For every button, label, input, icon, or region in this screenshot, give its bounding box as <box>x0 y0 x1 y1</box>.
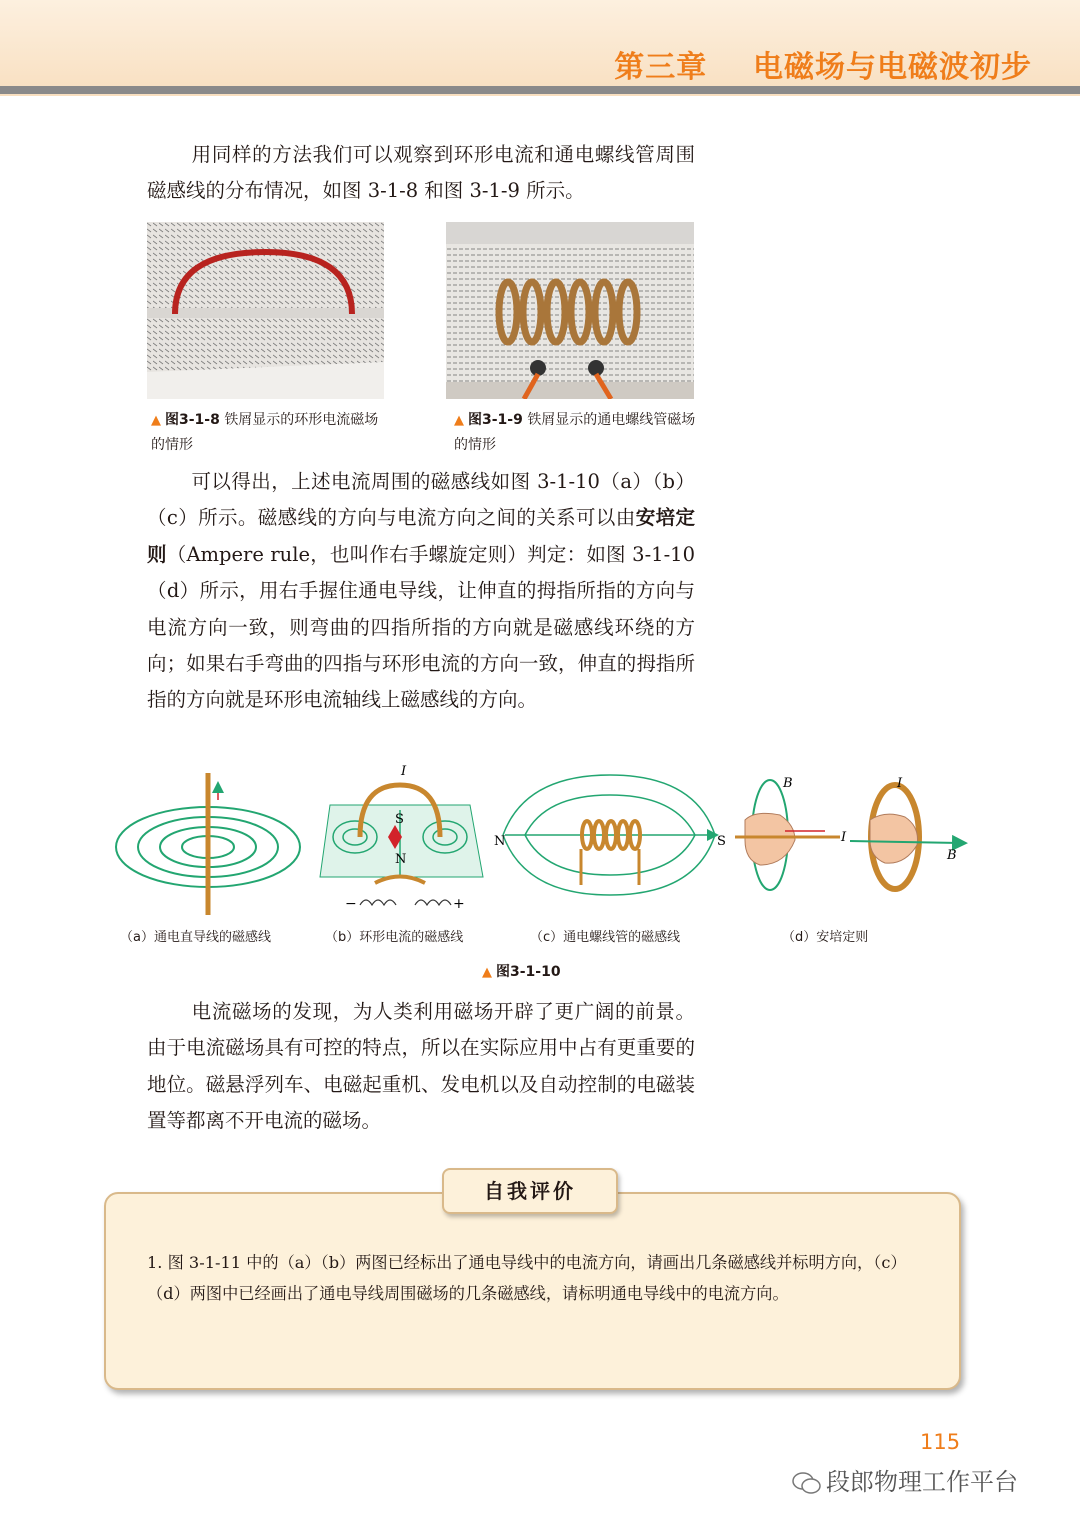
sublabel-d: （d）安培定则 <box>782 930 869 945</box>
sublabel-a: （a）通电直导线的磁感线 <box>120 930 271 945</box>
paragraph-3 <box>147 994 695 1140</box>
label-solenoid-N: N <box>494 834 506 849</box>
sublabel-b: （b）环形电流的磁感线 <box>325 930 464 945</box>
page-number: 115 <box>920 1430 961 1454</box>
diagram-straight-wire <box>116 773 300 915</box>
label-I: I <box>401 765 407 779</box>
caption-3-1-8-number: 图3-1-8 <box>165 412 220 428</box>
triangle-icon: ▲ <box>151 413 161 428</box>
paragraph-1 <box>147 137 695 210</box>
paragraph-2-part2: （Ampere rule，也叫作右手螺旋定则）判定：如图 3-1-10（d）所示，用右手握住通电导线，让伸直的拇指所指的方向与电流方向一致，则弯曲的四指所指的方向就是磁感线环绕的方向；如果右手弯曲的四指与环形电流的方向一致，伸直的拇指所指的方向就是环形电流轴线上磁感线的方向。 <box>147 542 695 712</box>
photo-ring-current-filings <box>147 222 384 399</box>
caption-3-1-10 <box>482 960 561 985</box>
caption-3-1-10-number: 图3-1-10 <box>496 964 561 980</box>
label-minus: − <box>345 896 357 912</box>
label-B-left: B <box>783 776 793 791</box>
figure-3-1-10 <box>105 765 975 920</box>
sublabel-c: （c）通电螺线管的磁感线 <box>530 930 681 945</box>
caption-3-1-8-text: 铁屑显示的环形电流磁场的情形 <box>151 412 379 453</box>
chapter-name: 电磁场与电磁波初步 <box>753 50 1032 85</box>
triangle-icon: ▲ <box>454 413 464 428</box>
label-N: N <box>395 852 407 867</box>
paragraph-2 <box>147 464 695 719</box>
label-plus: + <box>453 896 465 912</box>
label-solenoid-S: S <box>717 834 726 849</box>
paragraph-3-text: 电流磁场的发现，为人类利用磁场开辟了更广阔的前景。由于电流磁场具有可控的特点，所以在实际应用中占有更重要的地位。磁悬浮列车、电磁起重机、发电机以及自动控制的电磁装置等都离不开电流的磁场。 <box>147 1000 695 1133</box>
caption-3-1-9 <box>454 408 699 457</box>
term-ampere-rule: 安培定则 <box>147 506 695 566</box>
page-header <box>0 0 1080 96</box>
diagram-ring-current <box>320 765 483 912</box>
label-S: S <box>395 812 404 827</box>
triangle-icon: ▲ <box>482 965 492 980</box>
header-divider <box>0 86 1080 94</box>
chapter-title <box>614 42 1032 86</box>
self-eval-question-1: 1. 图 3-1-11 中的（a）（b）两图已经标出了通电导线中的电流方向，请画出几条磁感线并标明方向，（c）（d）两图中已经画出了通电导线周围磁场的几条磁感线，请标明通电导线中的电流方向。 <box>147 1253 907 1303</box>
diagram-ampere-rule <box>735 776 960 890</box>
watermark-text: 段郎物理工作平台 <box>826 1468 1018 1496</box>
caption-3-1-9-number: 图3-1-9 <box>468 412 523 428</box>
caption-3-1-9-text: 铁屑显示的通电螺线管磁场的情形 <box>454 412 696 453</box>
photo-solenoid-filings <box>446 222 694 399</box>
label-I-right: I <box>897 776 903 791</box>
chapter-number: 第三章 <box>614 50 708 85</box>
wechat-icon <box>792 1472 822 1494</box>
caption-3-1-8 <box>151 408 391 457</box>
label-B-right: B <box>947 848 957 863</box>
paragraph-2-part1: 可以得出，上述电流周围的磁感线如图 3-1-10（a）（b）（c）所示。磁感线的方向与电流方向之间的关系可以由 <box>147 470 695 530</box>
label-I-left: I <box>841 830 847 845</box>
diagram-solenoid <box>494 775 726 895</box>
watermark <box>792 1462 1018 1497</box>
self-eval-title: 自我评价 <box>442 1168 618 1214</box>
paragraph-1-text: 用同样的方法我们可以观察到环形电流和通电螺线管周围磁感线的分布情况，如图 3-1-8 和图 3-1-9 所示。 <box>147 143 695 203</box>
